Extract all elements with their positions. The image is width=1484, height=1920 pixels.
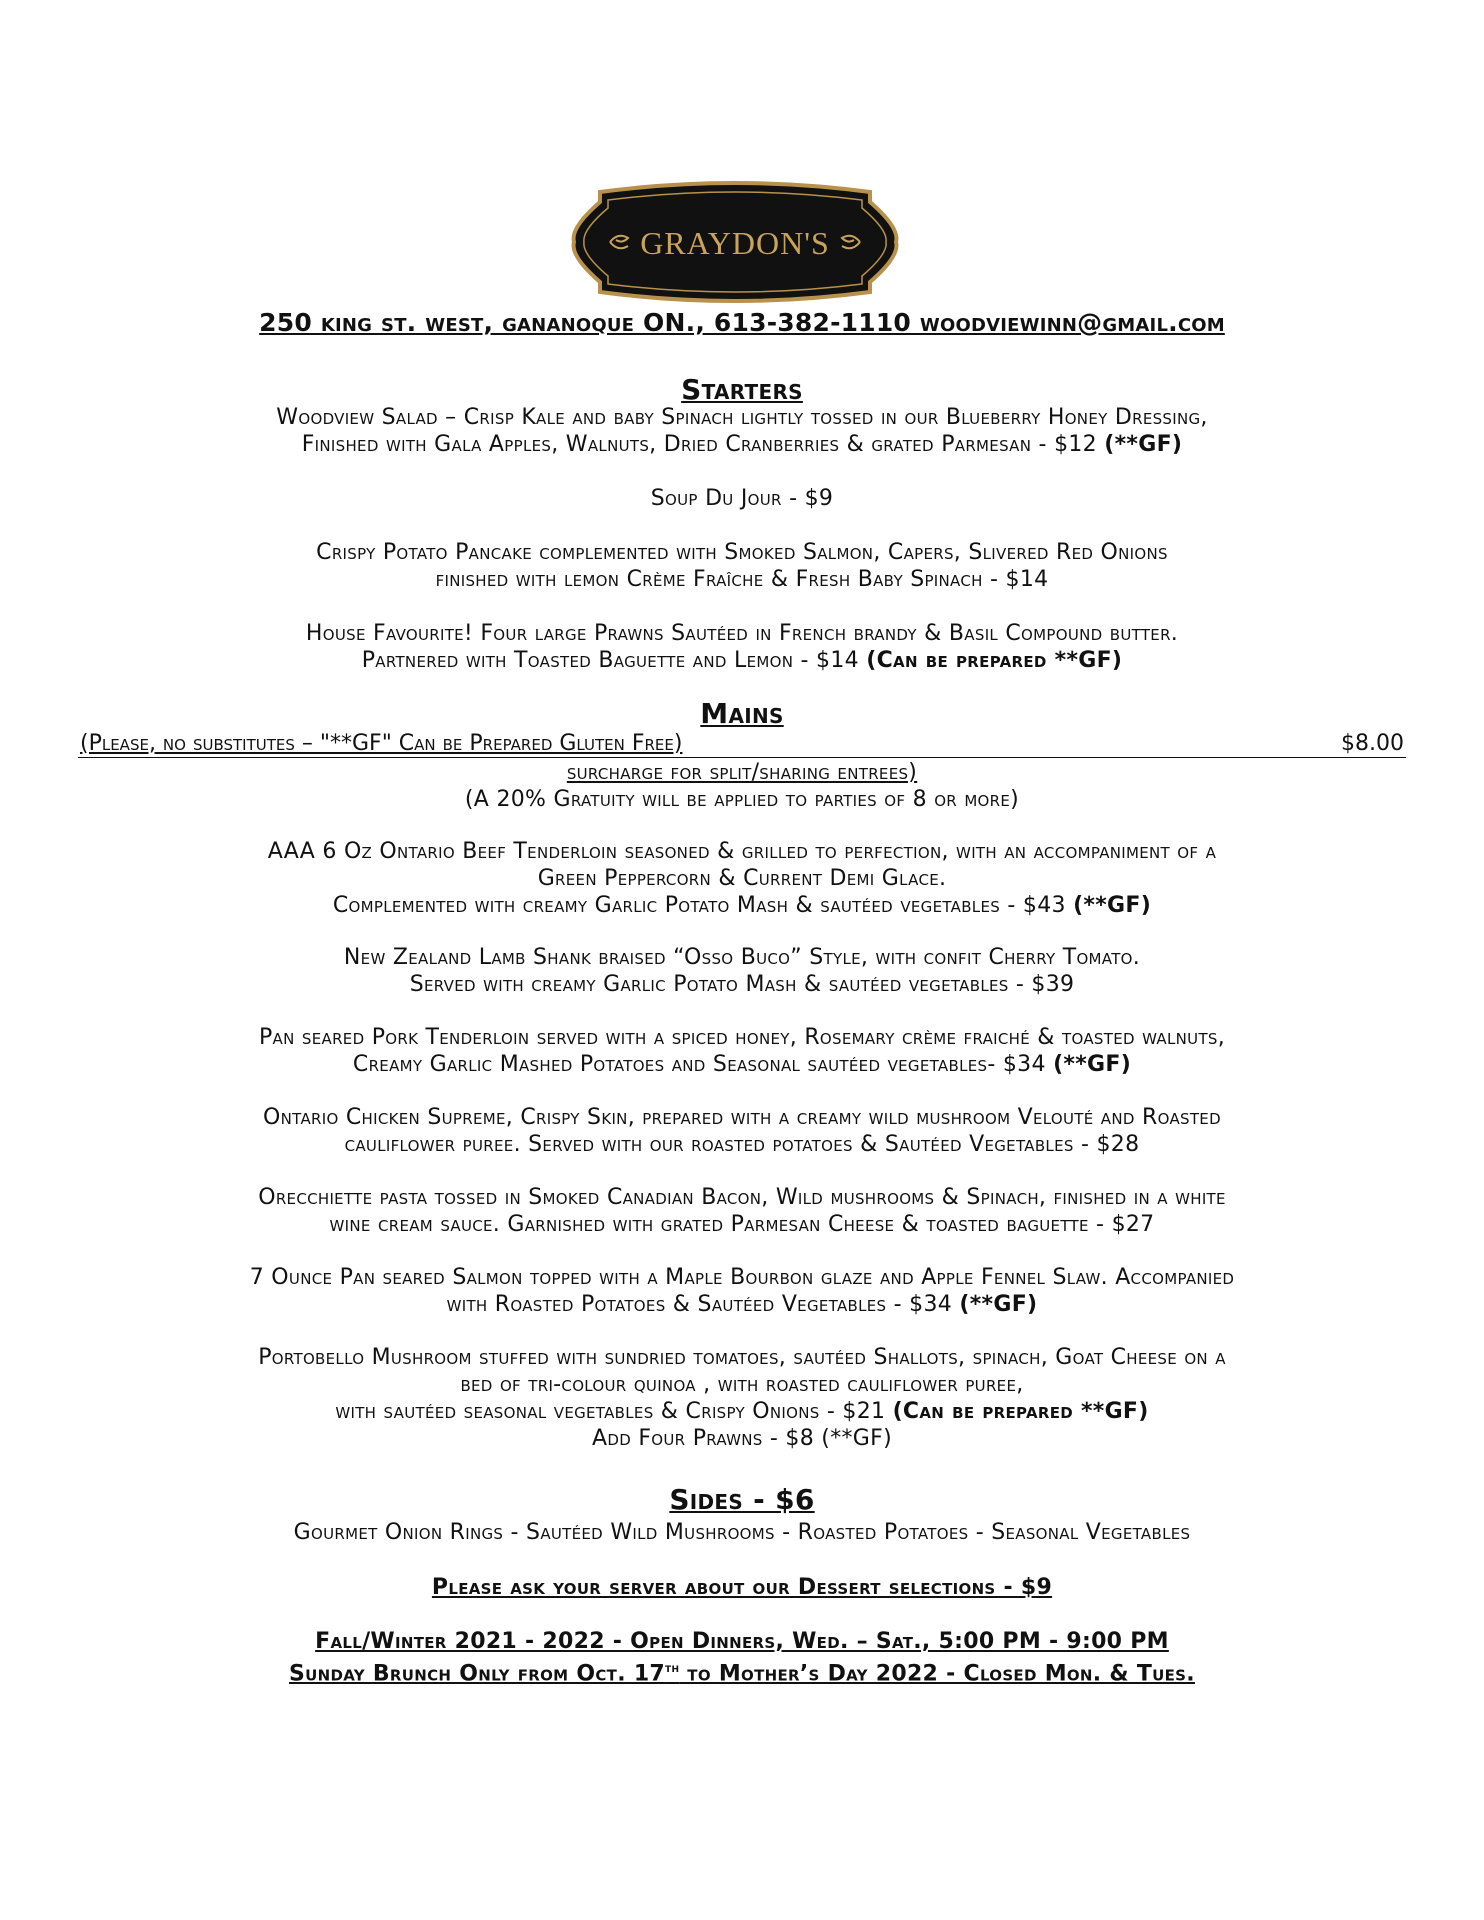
- gf-tag: (Can be prepared **GF): [892, 1399, 1149, 1424]
- gratuity-line: (A 20% Gratuity will be applied to parties of 8 or more): [464, 787, 1020, 812]
- main-line: bed of tri-colour quinoa , with roasted cauliflower puree,: [460, 1372, 1024, 1397]
- starter-item: [40, 485, 1444, 512]
- gf-tag: (**GF): [1104, 432, 1183, 457]
- main-line: Add Four Prawns - $8 (**GF): [592, 1426, 892, 1451]
- main-item: [40, 838, 1444, 919]
- starter-line: Woodview Salad – Crisp Kale and baby Spinach lightly tossed in our Blueberry Honey Dressing,: [276, 405, 1208, 430]
- main-line: Ontario Chicken Supreme, Crispy Skin, prepared with a creamy wild mushroom Velouté and Roasted: [263, 1105, 1221, 1130]
- mains-note-price: $8.00: [1341, 731, 1404, 756]
- main-item: [40, 944, 1444, 998]
- sides-title: Sides - $6: [669, 1483, 815, 1516]
- gf-tag: (**GF): [959, 1292, 1038, 1317]
- main-item: [40, 1264, 1444, 1318]
- starter-line: Crispy Potato Pancake complemented with Smoked Salmon, Capers, Slivered Red Onions: [316, 540, 1168, 565]
- starter-line: House Favourite! Four large Prawns Sautéed in French brandy & Basil Compound butter.: [305, 621, 1179, 646]
- main-item: [40, 1344, 1444, 1452]
- starter-item: [40, 620, 1444, 674]
- main-line: with sautéed seasonal vegetables & Crispy Onions - $21 (Can be prepared **GF): [335, 1399, 1149, 1424]
- main-line: Pan seared Pork Tenderloin served with a spiced honey, Rosemary crème fraiché & toasted walnuts,: [258, 1025, 1226, 1050]
- starter-item: [40, 539, 1444, 593]
- mains-note: [78, 731, 1406, 758]
- main-line: Creamy Garlic Mashed Potatoes and Seasonal sautéed vegetables- $34 (**GF): [352, 1052, 1132, 1077]
- main-item: [40, 1024, 1444, 1078]
- main-line: Portobello Mushroom stuffed with sundried tomatoes, sautéed Shallots, spinach, Goat Cheese on a: [258, 1345, 1226, 1370]
- main-line: New Zealand Lamb Shank braised “Osso Buco” Style, with confit Cherry Tomato.: [343, 945, 1141, 970]
- main-line: cauliflower puree. Served with our roasted potatoes & Sautéed Vegetables - $28: [344, 1132, 1140, 1157]
- mains-note-left: (Please, no substitutes – "**GF" Can be Prepared Gluten Free): [80, 731, 683, 756]
- gf-tag: (**GF): [1073, 893, 1152, 918]
- mains-title: Mains: [700, 697, 784, 730]
- sides-line: Gourmet Onion Rings - Sautéed Wild Mushrooms - Roasted Potatoes - Seasonal Vegetables: [293, 1520, 1191, 1545]
- dessert-line: Please ask your server about our Dessert selections - $9: [431, 1575, 1053, 1600]
- gf-tag: (Can be prepared **GF): [866, 648, 1123, 673]
- mains-note-continued: [40, 759, 1444, 813]
- starter-line: Soup Du Jour - $9: [650, 486, 834, 511]
- starter-line: finished with lemon Crème Fraîche & Fresh Baby Spinach - $14: [435, 567, 1049, 592]
- address-line[interactable]: 250 king st. west, gananoque ON., 613-382-1110 woodviewinn@gmail.com: [259, 308, 1225, 337]
- starters-title: Starters: [681, 373, 803, 406]
- starter-item: [40, 404, 1444, 458]
- hours-line: Fall/Winter 2021 - 2022 - Open Dinners, Wed. – Sat., 5:00 PM - 9:00 PM: [315, 1629, 1169, 1654]
- main-item: [40, 1184, 1444, 1238]
- main-item: [40, 1104, 1444, 1158]
- main-line: Orecchiette pasta tossed in Smoked Canadian Bacon, Wild mushrooms & Spinach, finished in a white: [258, 1185, 1226, 1210]
- main-line: 7 Ounce Pan seared Salmon topped with a Maple Bourbon glaze and Apple Fennel Slaw. Accompanied: [249, 1265, 1235, 1290]
- hours: [40, 1628, 1444, 1687]
- logo-text: GRAYDON'S: [640, 225, 830, 261]
- gf-tag: (**GF): [1053, 1052, 1132, 1077]
- hours-line: Sunday Brunch Only from Oct. 17th to Mother’s Day 2022 - Closed Mon. & Tues.: [289, 1661, 1195, 1687]
- starter-line: Finished with Gala Apples, Walnuts, Dried Cranberries & grated Parmesan - $12 (**GF): [301, 432, 1183, 457]
- sides-list: [40, 1519, 1444, 1546]
- surcharge-line: surcharge for split/sharing entrees): [566, 760, 918, 785]
- main-line: with Roasted Potatoes & Sautéed Vegetables - $34 (**GF): [446, 1292, 1038, 1317]
- dessert-note: [40, 1574, 1444, 1601]
- logo-badge: [570, 180, 900, 305]
- main-line: Green Peppercorn & Current Demi Glace.: [537, 866, 947, 891]
- main-line: wine cream sauce. Garnished with grated Parmesan Cheese & toasted baguette - $27: [329, 1212, 1155, 1237]
- main-line: AAA 6 Oz Ontario Beef Tenderloin seasoned & grilled to perfection, with an accompaniment of a: [267, 839, 1217, 864]
- graydons-logo: [570, 180, 900, 305]
- main-line: Served with creamy Garlic Potato Mash & sautéed vegetables - $39: [409, 972, 1075, 997]
- main-line: Complemented with creamy Garlic Potato Mash & sautéed vegetables - $43 (**GF): [332, 893, 1152, 918]
- starter-line: Partnered with Toasted Baguette and Lemon - $14 (Can be prepared **GF): [361, 648, 1123, 673]
